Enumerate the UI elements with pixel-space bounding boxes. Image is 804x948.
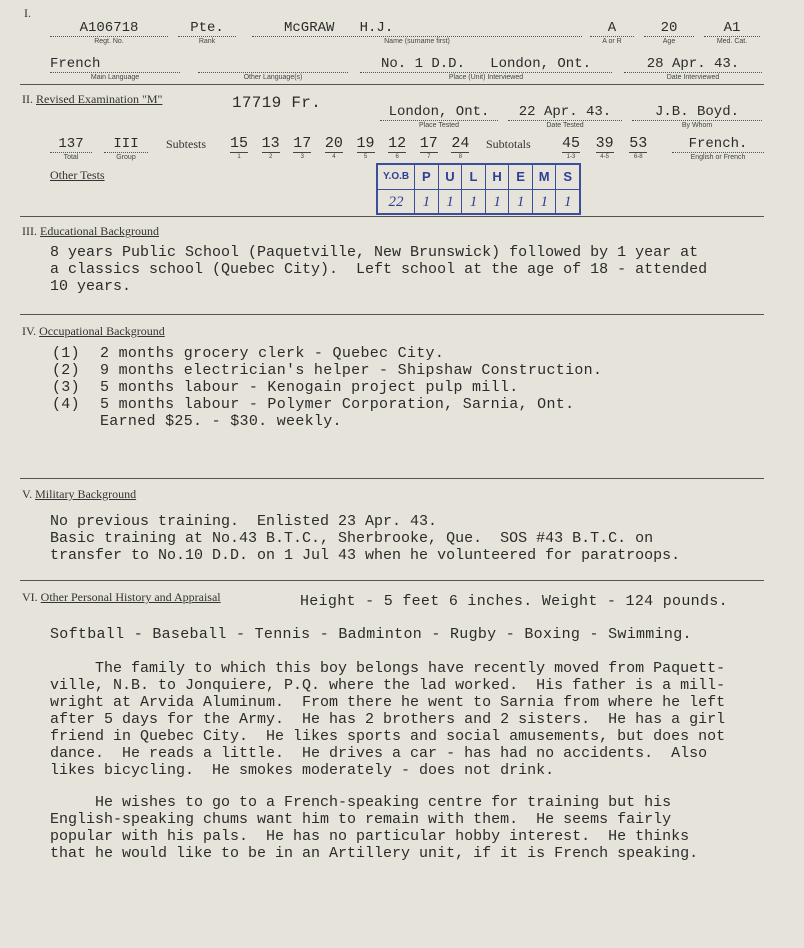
subtotal-value: 53 (629, 135, 648, 152)
a-or-r-value: A (590, 20, 634, 37)
date-tested-caption: Date Tested (546, 122, 584, 129)
stamp-value-cell: 1 (555, 190, 579, 214)
section-vi-heading (22, 590, 221, 605)
list-item-text: 5 months labour - Polymer Corporation, Sarnia, Ont. (100, 396, 575, 413)
list-item (52, 345, 602, 362)
test-language-value: French. (672, 136, 764, 153)
subtotal-key: 1-3 (566, 154, 576, 160)
by-whom-field (632, 104, 762, 130)
place-tested-caption: Place Tested (419, 122, 459, 129)
military-text: No previous training. Enlisted 23 Apr. 43. Basic training at No.43 B.T.C., Sherbrooke, Que. SOS #43 B.T.C. on transfer to No.10 D.D. on 1 Jul 43 when he volunteered for paratroops. (50, 513, 681, 564)
list-item-number: (3) (52, 379, 80, 396)
section-iv-title: Occupational Background (39, 324, 165, 338)
list-item-text: 2 months grocery clerk - Quebec City. (100, 345, 445, 362)
by-whom-value: J.B. Boyd. (632, 104, 762, 121)
subtest-value: 12 (388, 135, 407, 152)
other-languages-field (198, 56, 348, 82)
date-tested-value: 22 Apr. 43. (508, 104, 622, 121)
earnings-line: Earned $25. - $30. weekly. (100, 413, 342, 430)
section-v-title: Military Background (35, 487, 137, 501)
section-v-roman: V. (22, 487, 33, 501)
rank-caption: Rank (198, 38, 216, 45)
section-iii-roman: III. (22, 224, 37, 238)
revised-exam-score: 17719 Fr. (232, 94, 322, 112)
main-language-value: French (50, 56, 180, 73)
age-caption: Age (662, 38, 676, 45)
stamp-header-cell: M (532, 165, 556, 189)
subtest-key: 3 (300, 154, 304, 160)
subtest-value: 17 (419, 135, 438, 152)
subtest-value: 17 (293, 135, 312, 152)
subtest-key: 4 (332, 154, 336, 160)
section-iii-heading (22, 224, 159, 239)
subtotal-key: 6-8 (633, 154, 643, 160)
stamp-value-cell: 1 (485, 190, 509, 214)
a-or-r-caption: A or R (602, 38, 622, 45)
stamp-header-cell: L (461, 165, 485, 189)
date-tested-field (508, 104, 622, 130)
section-iv-roman: IV. (22, 324, 37, 338)
stamp-header-cell: H (485, 165, 509, 189)
group-value: III (104, 136, 148, 153)
stamp-header-cell: U (438, 165, 462, 189)
subtest-score (388, 136, 406, 161)
main-language-field (50, 56, 180, 82)
date-interviewed-value: 28 Apr. 43. (624, 56, 762, 73)
subtotal-score (596, 136, 614, 161)
med-cat-value: A1 (704, 20, 760, 37)
section-v-heading (22, 487, 136, 502)
subtest-value: 15 (230, 135, 249, 152)
list-item-number: (1) (52, 345, 80, 362)
reg-no-field (50, 20, 168, 46)
divider-line (20, 84, 764, 85)
place-interviewed-field (360, 56, 612, 82)
by-whom-caption: By Whom (681, 122, 713, 129)
other-languages-value (198, 56, 348, 73)
pulhems-stamp (376, 163, 581, 215)
subtest-value: 13 (261, 135, 280, 152)
stamp-header-row (378, 165, 579, 189)
subtest-score (357, 136, 375, 161)
subtotal-value: 39 (595, 135, 614, 152)
reg-no-caption: Regt. No. (94, 38, 124, 45)
name-caption: Name (surname first) (384, 38, 450, 45)
test-language-caption: English or French (690, 154, 746, 161)
place-interviewed-caption: Place (Unit) Interviewed (448, 74, 524, 81)
subtest-value: 19 (356, 135, 375, 152)
place-tested-value: London, Ont. (380, 104, 498, 121)
section-ii-title: Revised Examination "M" (36, 92, 163, 106)
subtest-key: 8 (458, 154, 463, 160)
med-cat-field (704, 20, 760, 46)
other-tests-label: Other Tests (50, 168, 105, 182)
list-item (52, 379, 602, 396)
place-tested-field (380, 104, 498, 130)
stamp-value-cell: 1 (461, 190, 485, 214)
name-field (252, 20, 582, 46)
subtotal-score (562, 136, 580, 161)
stamp-value-row (378, 189, 579, 214)
height-weight-line: Height - 5 feet 6 inches. Weight - 124 pounds. (300, 593, 728, 610)
subtotal-value: 45 (562, 135, 581, 152)
list-item-number: (4) (52, 396, 80, 413)
reg-no-value: A106718 (50, 20, 168, 37)
total-value: 137 (50, 136, 92, 153)
sports-line: Softball - Baseball - Tennis - Badminton - Rugby - Boxing - Swimming. (50, 626, 692, 643)
a-or-r-field (590, 20, 634, 46)
group-caption: Group (116, 154, 136, 161)
main-language-caption: Main Language (90, 74, 140, 81)
appraisal-paragraph-2: He wishes to go to a French-speaking centre for training but his English-speaking chums want him to remain with them. He seems fairly popular with his pals. He has no particular hobby interest. He thinks that he would like to be in an Artillery unit, if it is French speaking. (50, 794, 699, 862)
stamp-value-cell: 1 (508, 190, 532, 214)
total-caption: Total (63, 154, 79, 161)
test-language-field (672, 136, 764, 162)
subtest-key: 6 (395, 154, 399, 160)
med-cat-caption: Med. Cat. (716, 38, 748, 45)
section-vi-roman: VI. (22, 590, 38, 604)
age-field (644, 20, 694, 46)
stamp-header-cell: P (414, 165, 438, 189)
occupation-list (52, 345, 602, 430)
divider-line (20, 216, 764, 217)
stamp-value-cell: 1 (532, 190, 556, 214)
list-item (52, 396, 602, 413)
stamp-header-cell: S (555, 165, 579, 189)
subtotal-score (629, 136, 647, 161)
age-value: 20 (644, 20, 694, 37)
other-languages-caption: Other Language(s) (243, 74, 303, 81)
stamp-header-cell: Y.O.B (382, 171, 410, 182)
subtest-key: 1 (237, 154, 241, 160)
subtest-score (262, 136, 280, 161)
subtest-score (230, 136, 248, 161)
subtotal-key: 4-5 (600, 154, 609, 160)
stamp-value-cell: 22 (388, 194, 404, 210)
subtest-value: 20 (324, 135, 343, 152)
education-text: 8 years Public School (Paquetville, New Brunswick) followed by 1 year at a classics school (Quebec City). Left school at the age of 18 - attended 10 years. (50, 244, 708, 295)
date-interviewed-field (624, 56, 762, 82)
subtest-value: 24 (451, 135, 470, 152)
list-item (52, 362, 602, 379)
section-i-roman: I. (24, 6, 31, 20)
divider-line (20, 478, 764, 479)
section-iii-title: Educational Background (40, 224, 159, 238)
stamp-value-cell: 1 (414, 190, 438, 214)
place-interviewed-value: No. 1 D.D. London, Ont. (360, 56, 612, 73)
section-ii-heading (22, 92, 162, 107)
subtotals-label: Subtotals (486, 137, 531, 151)
subtest-key: 2 (268, 154, 273, 160)
divider-line (20, 314, 764, 315)
section-vi-title: Other Personal History and Appraisal (40, 590, 221, 604)
rank-field (178, 20, 236, 46)
subtest-score (451, 136, 469, 161)
list-item-number: (2) (52, 362, 80, 379)
subtotals-row (562, 136, 653, 163)
stamp-value-cell: 1 (438, 190, 462, 214)
stamp-header-cell: E (508, 165, 532, 189)
group-field (104, 136, 148, 162)
subtests-label: Subtests (166, 137, 207, 151)
subtest-key: 5 (363, 154, 368, 160)
subtest-score (325, 136, 343, 161)
rank-value: Pte. (178, 20, 236, 37)
subtest-score (420, 136, 438, 161)
total-field (50, 136, 92, 162)
subtest-score (293, 136, 311, 161)
subtests-row (230, 136, 473, 163)
section-ii-roman: II. (22, 92, 33, 106)
name-value: McGRAW H.J. (252, 20, 582, 37)
section-iv-heading (22, 324, 165, 339)
appraisal-paragraph-1: The family to which this boy belongs have recently moved from Paquett- ville, N.B. to Jonquiere, P.Q. where the lad worked. His father is a mill- wright at Arvida Aluminum. From there he went to Sarnia from where he left after 5 days for the Army. He has 2 brothers and 2 sisters. He has a girl friend in Quebec City. He likes sports and social amusements, but does not dance. He reads a little. He drives a car - has had no accidents. Also likes bicycling. He smokes moderately - does not drink. (50, 660, 726, 779)
list-item-text: 9 months electrician's helper - Shipshaw Construction. (100, 362, 603, 379)
divider-line (20, 580, 764, 581)
subtest-key: 7 (427, 154, 431, 160)
date-interviewed-caption: Date Interviewed (666, 74, 720, 81)
list-item-text: 5 months labour - Kenogain project pulp mill. (100, 379, 519, 396)
